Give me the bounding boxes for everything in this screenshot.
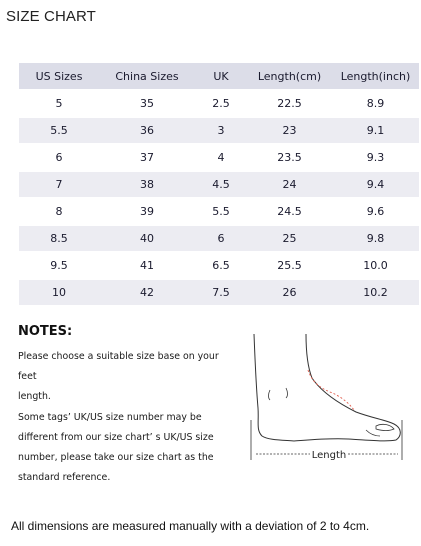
cell-length-inch: 10.0 <box>332 253 419 278</box>
cell-us-size: 5 <box>19 91 99 116</box>
cell-uk-size: 3 <box>195 118 247 143</box>
table-row <box>19 172 419 197</box>
table-body <box>19 91 419 305</box>
cell-length-cm: 26 <box>247 280 332 305</box>
cell-china-size: 40 <box>99 226 195 251</box>
cell-us-size: 5.5 <box>19 118 99 143</box>
cell-uk-size: 4 <box>195 145 247 170</box>
header-length-cm: Length(cm) <box>247 63 332 89</box>
cell-us-size: 6 <box>19 145 99 170</box>
cell-length-inch: 9.1 <box>332 118 419 143</box>
table-row <box>19 118 419 143</box>
table-row <box>19 91 419 116</box>
notes-line: standard reference. <box>18 472 111 484</box>
cell-length-cm: 23.5 <box>247 145 332 170</box>
header-us-sizes: US Sizes <box>19 63 99 89</box>
cell-length-inch: 10.2 <box>332 280 419 305</box>
table-row <box>19 199 419 224</box>
cell-china-size: 41 <box>99 253 195 278</box>
cell-length-inch: 9.8 <box>332 226 419 251</box>
toe-nail <box>376 424 394 430</box>
header-china-sizes: China Sizes <box>99 63 195 89</box>
cell-china-size: 39 <box>99 199 195 224</box>
notes-line: Some tags’ UK/US size number may be <box>18 411 202 423</box>
length-label: Length <box>311 450 347 461</box>
header-row <box>19 63 419 89</box>
cell-china-size: 38 <box>99 172 195 197</box>
cell-length-inch: 9.3 <box>332 145 419 170</box>
notes-line: length. <box>18 391 51 403</box>
cell-uk-size: 4.5 <box>195 172 247 197</box>
instep-measure-line <box>308 370 354 410</box>
cell-uk-size: 6 <box>195 226 247 251</box>
cell-us-size: 8.5 <box>19 226 99 251</box>
page-title: SIZE CHART <box>6 8 96 25</box>
notes-line: Please choose a suitable size base on your feet <box>18 351 219 383</box>
table-row <box>19 226 419 251</box>
cell-uk-size: 2.5 <box>195 91 247 116</box>
cell-length-cm: 23 <box>247 118 332 143</box>
cell-china-size: 42 <box>99 280 195 305</box>
measurement-footnote: All dimensions are measured manually with a deviation of 2 to 4cm. <box>11 519 370 533</box>
notes-heading: NOTES: <box>18 324 73 339</box>
cell-china-size: 37 <box>99 145 195 170</box>
cell-us-size: 10 <box>19 280 99 305</box>
cell-length-cm: 25.5 <box>247 253 332 278</box>
header-uk: UK <box>195 63 247 89</box>
foot-measurement-diagram <box>248 330 408 470</box>
cell-china-size: 36 <box>99 118 195 143</box>
cell-uk-size: 7.5 <box>195 280 247 305</box>
size-chart-table <box>19 61 419 307</box>
cell-length-cm: 25 <box>247 226 332 251</box>
cell-length-inch: 8.9 <box>332 91 419 116</box>
cell-us-size: 8 <box>19 199 99 224</box>
notes-line: number, please take our size chart as the <box>18 452 214 464</box>
foot-outline-back <box>254 334 294 441</box>
table-row <box>19 253 419 278</box>
foot-outline-front <box>294 334 400 441</box>
cell-uk-size: 6.5 <box>195 253 247 278</box>
ankle-mark <box>286 388 288 398</box>
cell-length-inch: 9.6 <box>332 199 419 224</box>
notes-body <box>18 347 240 488</box>
table-row <box>19 145 419 170</box>
notes-line: different from our size chart’ s UK/US size <box>18 431 214 443</box>
cell-length-cm: 24.5 <box>247 199 332 224</box>
cell-length-inch: 9.4 <box>332 172 419 197</box>
cell-length-cm: 22.5 <box>247 91 332 116</box>
cell-us-size: 7 <box>19 172 99 197</box>
table-row <box>19 280 419 305</box>
ankle-mark <box>269 390 271 400</box>
cell-length-cm: 24 <box>247 172 332 197</box>
toe-crease <box>366 430 380 436</box>
table-header <box>19 63 419 89</box>
cell-china-size: 35 <box>99 91 195 116</box>
cell-uk-size: 5.5 <box>195 199 247 224</box>
header-length-inch: Length(inch) <box>332 63 419 89</box>
cell-us-size: 9.5 <box>19 253 99 278</box>
